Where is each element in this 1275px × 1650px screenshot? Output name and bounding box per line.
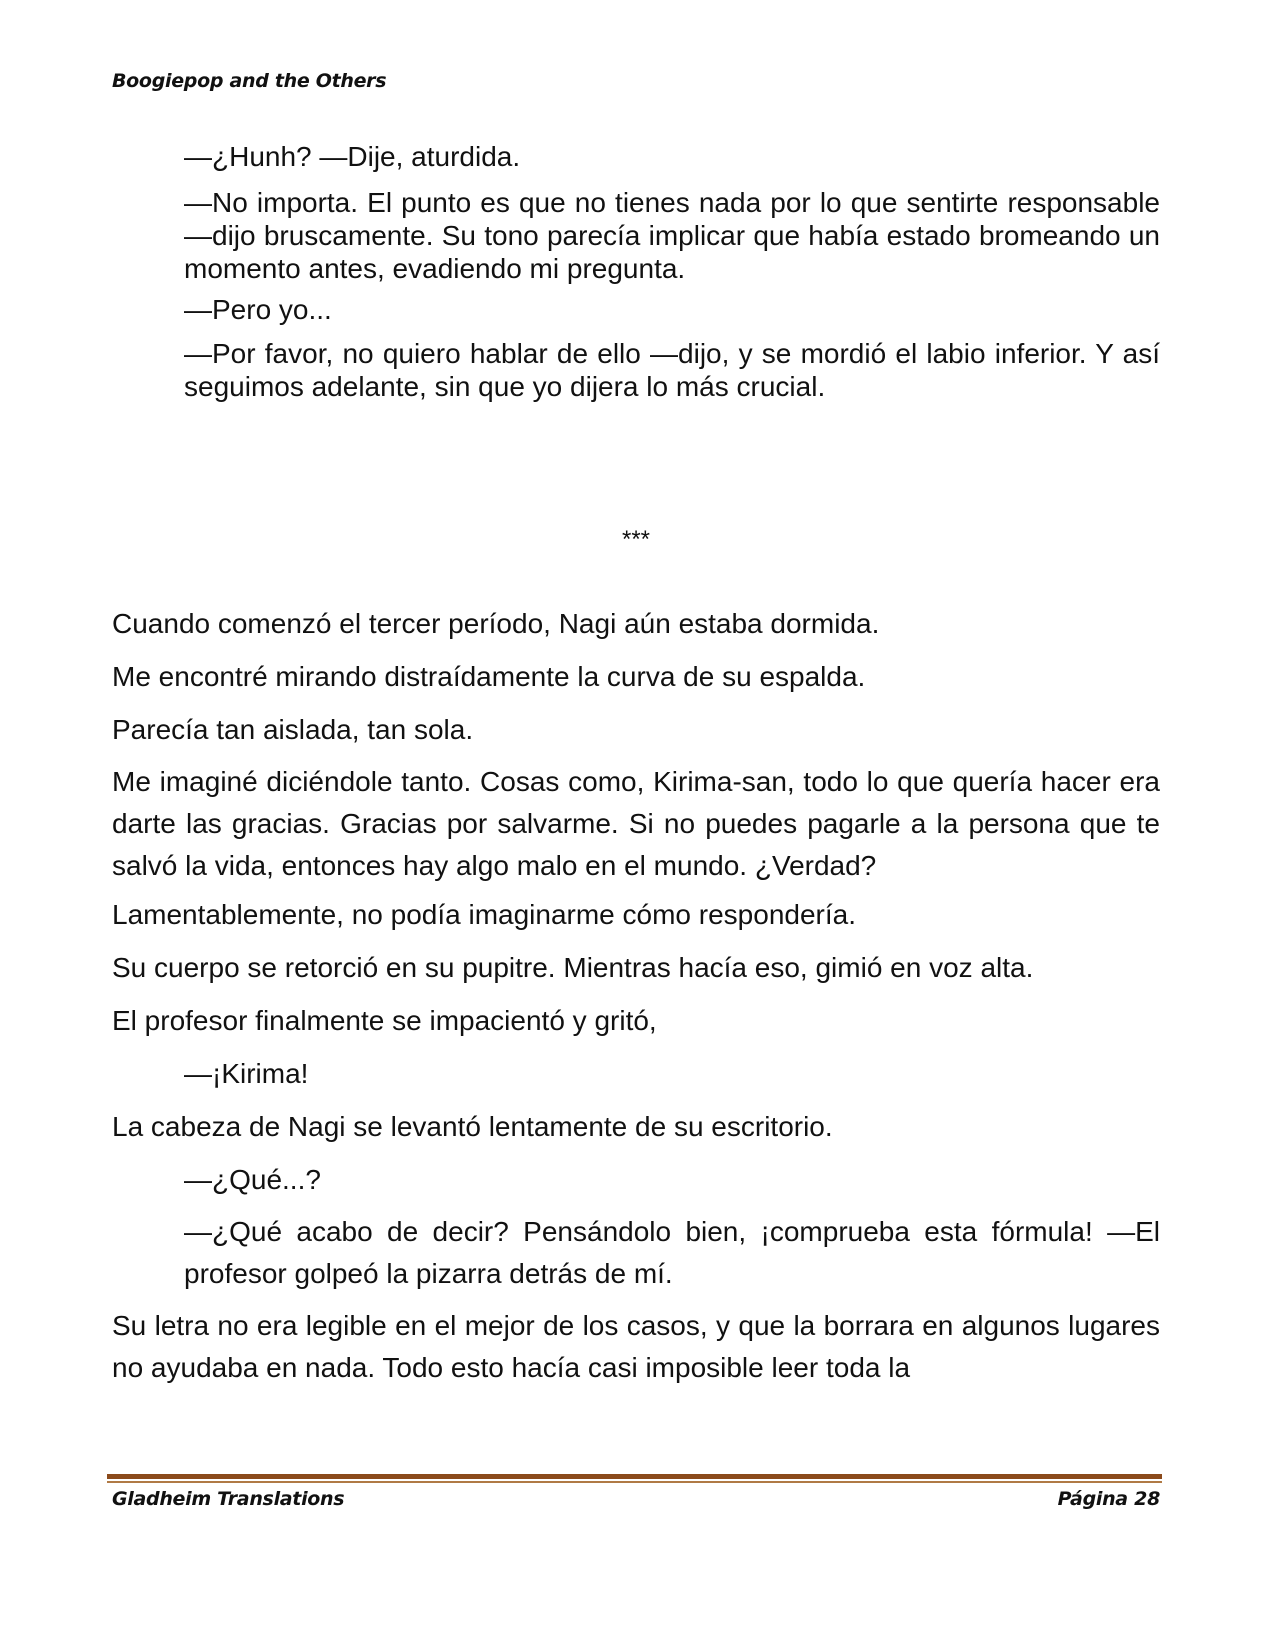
paragraph: Me encontré mirando distraídamente la curva de su espalda. [112, 661, 866, 692]
footer-rule [107, 1474, 1162, 1479]
paragraph: La cabeza de Nagi se levantó lentamente de su escritorio. [112, 1111, 833, 1142]
paragraph: Lamentablemente, no podía imaginarme cómo respondería. [112, 899, 856, 930]
section-separator: *** [621, 526, 651, 553]
paragraph: —¿Qué acabo de decir? Pensándolo bien, ¡comprueba esta fórmula! —El profesor golpeó la pizarra detrás de mí. [184, 1216, 1160, 1289]
paragraph: —¡Kirima! [184, 1058, 309, 1089]
paragraph: —Por favor, no quiero hablar de ello —dijo, y se mordió el labio inferior. Y así seguimos adelante, sin que yo dijera lo más crucial. [184, 338, 1160, 402]
paragraph: Su letra no era legible en el mejor de los casos, y que la borrara en algunos lugares no ayudaba en nada. Todo esto hacía casi imposible leer toda la [112, 1310, 1160, 1383]
paragraph: —¿Hunh? —Dije, aturdida. [184, 141, 521, 172]
paragraph: —Pero yo... [184, 294, 332, 325]
footer-page-number: Página 28 [1057, 1488, 1160, 1510]
paragraph: Su cuerpo se retorció en su pupitre. Mientras hacía eso, gimió en voz alta. [112, 952, 1034, 983]
paragraph: —¿Qué...? [184, 1164, 321, 1195]
footer-publisher: Gladheim Translations [112, 1488, 345, 1510]
paragraph: —No importa. El punto es que no tienes nada por lo que sentirte responsable —dijo bruscamente. Su tono parecía implicar que había estado bromeando un momento antes, evadiendo mi pregunta. [184, 187, 1160, 284]
paragraph: El profesor finalmente se impacientó y gritó, [112, 1005, 657, 1036]
running-header: Boogiepop and the Others [112, 70, 387, 92]
footer-rule-thin [107, 1481, 1162, 1483]
paragraph: Cuando comenzó el tercer período, Nagi aún estaba dormida. [112, 608, 880, 639]
paragraph: Parecía tan aislada, tan sola. [112, 714, 474, 745]
paragraph: Me imaginé diciéndole tanto. Cosas como, Kirima-san, todo lo que quería hacer era darte las gracias. Gracias por salvarme. Si no puedes pagarle a la persona que te salvó la vida, entonces hay algo malo en el mundo. ¿Verdad? [112, 766, 1160, 881]
